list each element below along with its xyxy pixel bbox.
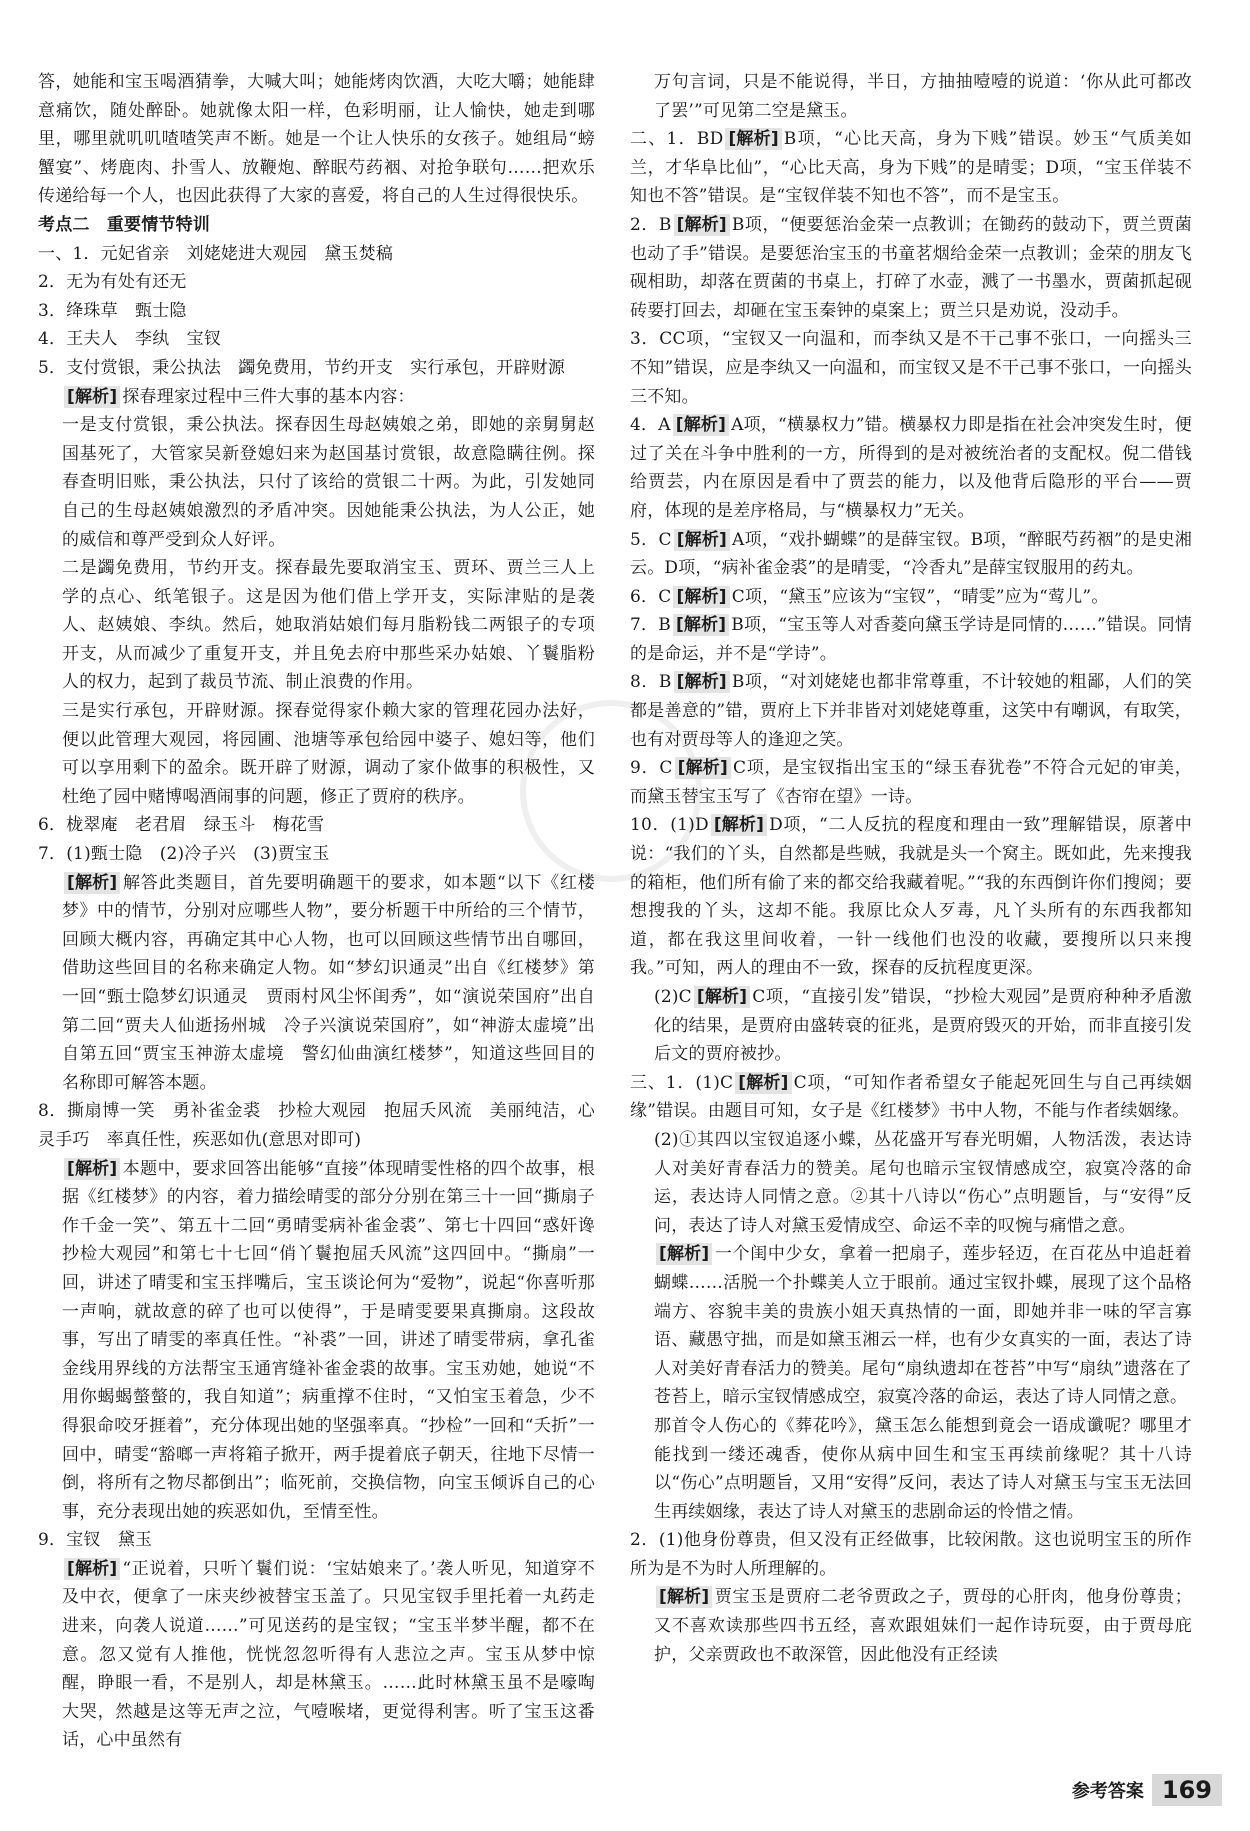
analysis-tag: [解析] (64, 872, 120, 894)
paragraph (38, 268, 595, 297)
paragraph (630, 668, 1192, 754)
paragraph (38, 1555, 595, 1755)
paragraph-text: 本题中，要求回答出能够“直接”体现晴雯性格的四个故事，根据《红楼梦》的内容，着力描绘晴雯的部分分别在第三十一回“撕扇子作千金一笑”、第五十二回“勇晴雯病补雀金裘”、第七十四回“惑奸谗抄检大观园”和第七十七回“俏丫鬟抱屈夭风流”这四回中。“撕扇”一回，讲述了晴雯和宝玉拌嘴后，宝玉谈论何为“爱物”，说起“你喜听那一声响，就故意的碎了也可以使得”，于是晴雯要果真撕扇。这段故事，写出了晴雯的率真任性。“补裘”一回，讲述了晴雯带病，拿孔雀金线用界线的方法帮宝玉通宵缝补雀金裘的故事。宝玉劝她，她说“不用你蝎蝎螫螫的，我自知道”；病重撑不住时，“又怕宝玉着急，少不得狠命咬牙捱着”，充分体现出她的坚强率真。“抄检”一回和“夭折”一回中，晴雯“豁啷一声将箱子掀开，两手提着底子朝天，往地下尽情一倒，将所有之物尽都倒出”；临死前，交换信物，向宝玉倾诉自己的心事，充分表现出她的疾恶如仇，至情至性。 (62, 1158, 595, 1522)
paragraph (630, 811, 1192, 983)
paragraph-text: 9．宝钗 黛玉 (38, 1530, 153, 1551)
paragraph (630, 1583, 1192, 1669)
analysis-tag: [解析] (694, 986, 750, 1008)
analysis-tag: [解析] (725, 128, 781, 150)
paragraph-text: 7．(1)甄士隐 (2)冷子兴 (3)贾宝玉 (38, 844, 330, 865)
analysis-tag: [解析] (711, 814, 767, 836)
analysis-tag: [解析] (675, 757, 731, 779)
paragraph-text: 解答此类题目，首先要明确题干的要求，如本题“以下《红楼梦》中的情节，分别对应哪些人物”，要分析题干中所给的三个情节，回顾大概内容，再确定其中心人物，也可以回顾这些情节出自哪回，借助这些回目的名称来确定人物。如“梦幻识通灵”出自《红楼梦》第一回“甄士隐梦幻识通灵 贾雨村风尘怀闺秀”，如“演说荣国府”出自第二回“贾夫人仙逝扬州城 冷子兴演说荣国府”，如“神游太虚境”出自第五回“贾宝玉神游太虚境 警幻仙曲演红楼梦”，知道这些回目的名称即可解答本题。 (62, 872, 595, 1093)
paragraph (38, 1155, 595, 1527)
paragraph-text: 8．撕扇博一笑 勇补雀金裘 抄检大观园 抱屈夭风流 美丽纯洁，心灵手巧 率真任性，疾恶如仇(意思对即可) (38, 1101, 595, 1150)
paragraph-text: A项，“戏扑蝴蝶”的是薛宝钗。B项，“醉眠芍药裀”的是史湘云。D项，“病补雀金裘”的是晴雯，“冷香丸”是薛宝钗服用的药丸。 (630, 529, 1192, 579)
paragraph (630, 1126, 1192, 1240)
paragraph-text: “气质美如兰，才华阜比仙”，“心比天高，身为下贱”的是晴雯；D项，“宝玉佯装不知也不答”错误。是“宝钗佯装不知也不答”，而不是宝玉。 (630, 129, 1192, 207)
paragraph (630, 1526, 1192, 1583)
paragraph (630, 411, 1192, 525)
paragraph (630, 611, 1192, 668)
paragraph (630, 1069, 1192, 1126)
paragraph-text: 一个闺中少女，拿着一把扇子，莲步轻迈，在百花丛中追赶着蝴蝶……活脱一个扑蝶美人立于眼前。通过宝钗扑蝶，展现了这个品格端方、容貌丰美的贵族小姐天真热情的一面，即她并非一味的罕言寡语、藏愚守拙，而是如黛玉湘云一样，也有少女真实的一面，表达了诗人对美好青春活力的赞美。尾句“扇纨遗却在苍苔”中写“扇纨”遗落在了苍苔上，暗示宝钗情感成空，寂寞冷落的命运，表达了诗人同情之意。 (654, 1244, 1192, 1408)
paragraph (38, 240, 595, 269)
paragraph-text: 三是实行承包，开辟财源。探春觉得家仆赖大家的管理花园办法好，便以此管理大观园，将园圃、池塘等承包给园中婆子、媳妇等，他们可以享用剩下的盈余。既开辟了财源，调动了家仆做事的积极性，又杜绝了园中赌博喝酒闹事的问题，修正了贾府的秩序。 (62, 701, 595, 807)
paragraph (630, 983, 1192, 1069)
analysis-tag: [解析] (673, 414, 729, 436)
paragraph-text: 5．C (630, 529, 672, 550)
paragraph-text: 万句言词，只是不能说得，半日，方抽抽噎噎的说道：‘你从此可都改了罢’”可见第二空是黛玉。 (654, 72, 1192, 121)
paragraph-text: B项，“宝玉等人对香菱向黛玉学诗是同情的……”错误。同情的是命运，并不是“学诗”。 (630, 615, 1192, 664)
paragraph-text: D项，“二人反抗的程度和理由一致”理解错误，原著中说：“我们的丫头，自然都是些贼，我就是头一个窝主。既如此，先来搜我的箱柜，他们所有偷了来的都交给我藏着呢。”“我的东西倒许你们搜阅；要想搜我的丫头，这却不能。我原比众人歹毒，凡丫头所有的东西我都知道，都在我这里间收着，一针一线他们也没的收藏，要搜所以只来搜我。”可知，两人的理由不一致，探春的反抗程度更深。 (630, 815, 1192, 979)
paragraph (630, 1412, 1192, 1526)
paragraph-text: 答，她能和宝玉喝酒猜拳，大喊大叫；她能烤肉饮酒，大吃大嚼；她能肆意痛饮，随处醉卧。她就像太阳一样，色彩明丽，让人愉快，她走到哪里，哪里就叽叽喳喳笑声不断。她是一个让人快乐的女孩子。她组局“螃蟹宴”、烤鹿肉、扑雪人、放鞭炮、醉眠芍药裀、对抢争联句……把欢乐传递给每一个人，也因此获得了大家的喜爱，将自己的人生过得很快乐。 (38, 72, 595, 207)
paragraph-text: 一是支付赏银，秉公执法。探春因生母赵姨娘之弟，即她的亲舅舅赵国基死了，大管家吴新登媳妇来为赵国基讨赏银，故意隐瞒往例。探春查明旧账，秉公执法，只付了该给的赏银二十两。为此，引发她同自己的生母赵姨娘激烈的矛盾冲突。因她能秉公执法，为人公正，她的威信和尊严受到众人好评。 (62, 415, 595, 550)
paragraph (630, 125, 1192, 211)
paragraph-text: C项，“可知作者希望女子能起死回生与自己再续姻缘”错误。由题目可知，女子是《红楼梦》书中人物，不能与作者续姻缘。 (630, 1072, 1192, 1122)
paragraph (38, 211, 595, 240)
analysis-tag: [解析] (64, 1558, 120, 1580)
analysis-tag: [解析] (674, 671, 730, 693)
analysis-tag: [解析] (674, 214, 730, 236)
paragraph (630, 68, 1192, 125)
paragraph (38, 383, 595, 412)
left-column (38, 68, 595, 1755)
paragraph (630, 325, 1192, 411)
paragraph-text: B项，“对刘姥姥也都非常尊重，不计较她的粗鄙，人们的笑都是善意的”错，贾府上下并非皆对刘姥姥尊重，这笑中有嘲讽，有取笑，也有对贾母等人的逢迎之笑。 (630, 672, 1192, 750)
paragraph-text: 2．B (630, 214, 672, 235)
analysis-tag: [解析] (673, 614, 729, 636)
paragraph (630, 211, 1192, 325)
paragraph (630, 583, 1192, 612)
paragraph (38, 297, 595, 326)
analysis-tag: [解析] (656, 1243, 712, 1265)
paragraph-text: 2．(1)他身份尊贵，但又没有正经做事，比较闲散。这也说明宝玉的所作所为是不为时人所理解的。 (630, 1530, 1192, 1579)
paragraph (38, 697, 595, 811)
analysis-tag: [解析] (64, 1158, 120, 1180)
paragraph (38, 411, 595, 554)
paragraph-text: 4．A (630, 415, 671, 436)
paragraph-text: “正说着，只听丫鬟们说：‘宝姑娘来了。’袭人听见，知道穿不及中衣，便拿了一床夹纱被替宝玉盖了。只见宝钗手里托着一丸药走进来，向袭人说道……”可见送药的是宝钗；“宝玉半梦半醒，都不在意。忽又觉有人推他，恍恍忽忽听得有人悲泣之声。宝玉从梦中惊醒，睁眼一看，不是别人，却是林黛玉。……此时林黛玉虽不是嚎啕大哭，然越是这等无声之泣，气噎喉堵，更觉得利害。听了宝玉这番话，心中虽然有 (62, 1558, 595, 1751)
paragraph-text: C项，“宝钗又一向温和，而李纨又是不干己事不张口，一向摇头三不知”错误，应是李纨又一向温和，而宝钗又是不干己事不张口，一向摇头三不知。 (630, 329, 1192, 407)
paragraph (38, 68, 595, 211)
paragraph (38, 840, 595, 869)
paragraph-text: 3．绛珠草 甄士隐 (38, 300, 187, 321)
paragraph-text: 2．无为有处有还无 (38, 272, 187, 293)
paragraph-text: 探春理家过程中三件大事的基本内容： (122, 386, 415, 407)
paragraph-text: 4．王夫人 李纨 宝钗 (38, 329, 222, 350)
analysis-tag: [解析] (735, 1072, 791, 1094)
paragraph (630, 754, 1192, 811)
paragraph-text: 二、1．BD (630, 129, 724, 150)
paragraph-text: 6．C (630, 586, 672, 607)
paragraph-text: 6．栊翠庵 老君眉 绿玉斗 梅花雪 (38, 815, 325, 836)
paragraph-text: 一、1．元妃省亲 刘姥姥进大观园 黛玉焚稿 (38, 243, 394, 264)
paragraph-text: 10．(1)D (630, 815, 709, 836)
paragraph (630, 526, 1192, 583)
page-number: 169 (1152, 1774, 1222, 1806)
paragraph-text: 9．C (630, 758, 673, 779)
paragraph-text: 那首令人伤心的《葬花吟》，黛玉怎么能想到竟会一语成谶呢？哪里才能找到一缕还魂香，使你从病中回生和宝玉再续前缘呢？其十八诗以“伤心”点明题旨，又用“安得”反问，表达了诗人对黛玉与宝玉无法回生再续姻缘，表达了诗人对黛玉的悲剧命运的怜惜之情。 (654, 1415, 1192, 1522)
paragraph (38, 325, 595, 354)
paragraph-text: B项，“便要惩治金荣一点教训；在锄药的鼓动下，贾兰贾菌也动了手”错误。是要惩治宝玉的书童茗烟给金荣一点教训；金荣的朋友飞砚相助，却落在贾菌的书桌上，打碎了水壶，溅了一书墨水，贾菌抓起砚砖要打回去，却砸在宝玉秦钟的桌案上；贾兰只是劝说，没动手。 (630, 214, 1192, 321)
paragraph-text: 考点二 重要情节特训 (38, 214, 210, 235)
paragraph-text: 3．C (630, 329, 673, 350)
paragraph-text: C项，是宝钗指出宝玉的“绿玉春犹卷”不符合元妃的审美，而黛玉替宝玉写了《杏帘在望》一诗。 (630, 758, 1192, 807)
paragraph-text: (2)C (654, 987, 692, 1007)
paragraph (38, 1097, 595, 1154)
footer-label: 参考答案 (1071, 1781, 1144, 1802)
paragraph-text: 5．支付赏银，秉公执法 蠲免费用，节约开支 实行承包，开辟财源 (38, 357, 566, 378)
paragraph (38, 354, 595, 383)
analysis-tag: [解析] (64, 386, 120, 408)
paragraph (38, 554, 595, 697)
paragraph-text: C项，“直接引发”错误，“抄检大观园”是贾府种种矛盾激化的结果，是贾府由盛转衰的征兆，是贾府毁灭的开始，而非直接引发后文的贾府被抄。 (654, 987, 1192, 1065)
paragraph-text: 三、1．(1)C (630, 1072, 734, 1093)
paragraph-text: A项，“横暴权力”错。横暴权力即是指在社会冲突发生时，便过了关在斗争中胜利的一方，所得到的是对被统治者的支配权。倪二借钱给贾芸，内在原因是看中了贾芸的能力，以及他背后隐形的平台——贾府，体现的是差序格局，与“横暴权力”无关。 (630, 415, 1192, 521)
paragraph (630, 1240, 1192, 1412)
page-footer (1072, 1771, 1222, 1809)
analysis-tag: [解析] (656, 1586, 712, 1608)
paragraph-text: 8．B (630, 672, 672, 693)
paragraph (38, 811, 595, 840)
paragraph-text: B项，“心比天高，身为下贱”错误。妙玉 (783, 129, 1110, 150)
paragraph-text: C项，“黛玉”应该为“宝钗”，“晴雯”应为“莺儿”。 (731, 586, 1109, 607)
paragraph-text: (2)①其四以宝钗追逐小蝶，丛花盛开写春光明媚，人物活泼，表达诗人对美好青春活力的赞美。尾句也暗示宝钗情感成空，寂寞冷落的命运，表达诗人同情之意。②其十八诗以“伤心”点明题旨，与“安得”反问，表达了诗人对黛玉爱情成空、命运不幸的叹惋与痛惜之意。 (654, 1129, 1192, 1236)
paragraph-text: 二是蠲免费用，节约开支。探春最先要取消宝玉、贾环、贾兰三人上学的点心、纸笔银子。这是因为他们借上学开支，实际津贴的是袭人、赵姨娘、李纨。然后，她取消姑娘们每月脂粉钱二两银子的专项开支，从而减少了重复开支，并且免去府中那些采办姑娘、丫鬟脂粉人的权力，起到了裁员节流、制止浪费的作用。 (62, 558, 595, 693)
paragraph (38, 1526, 595, 1555)
analysis-tag: [解析] (674, 529, 730, 551)
right-column (630, 68, 1192, 1669)
paragraph (38, 869, 595, 1098)
paragraph-text: 贾宝玉是贾府二老爷贾政之子，贾母的心肝肉，他身份尊贵；又不喜欢读那些四书五经，喜欢跟姐妹们一起作诗玩耍，由于贾母庇护，父亲贾政也不敢深管，因此他没有正经读 (654, 1587, 1192, 1665)
analysis-tag: [解析] (673, 586, 729, 608)
paragraph-text: 7．B (630, 615, 671, 636)
